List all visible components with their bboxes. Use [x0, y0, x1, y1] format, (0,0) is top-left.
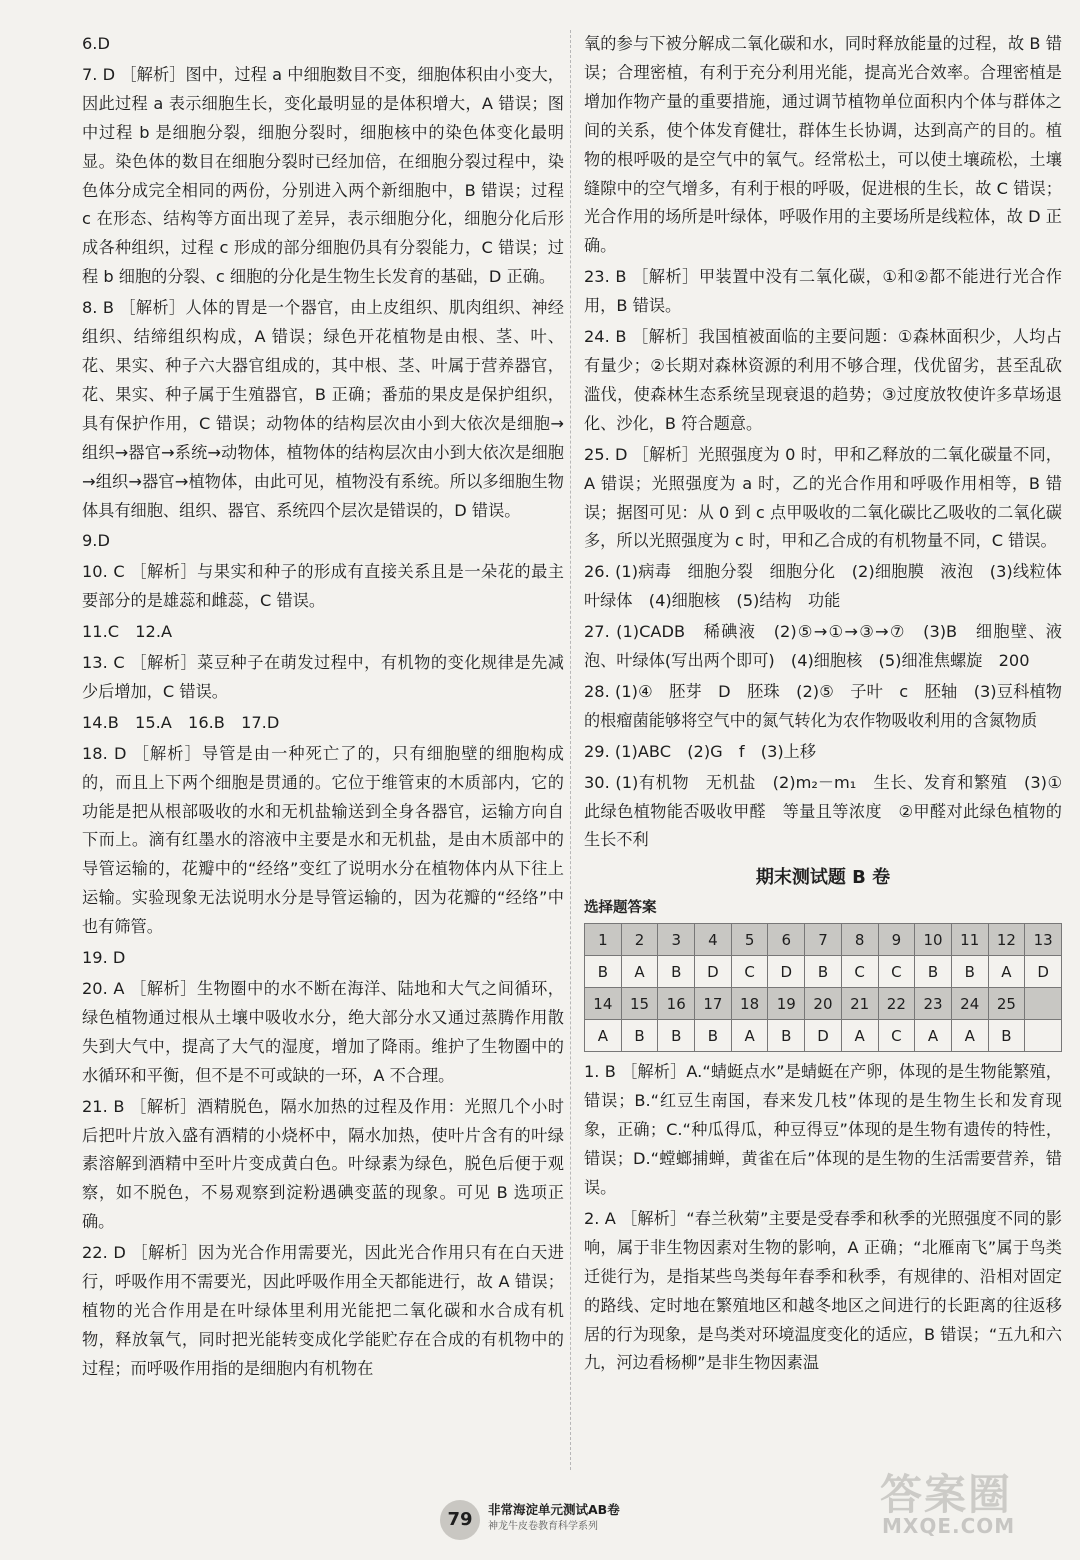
answer-key-table — [584, 923, 1062, 1052]
answer-cell: D — [768, 956, 805, 988]
book-series: 神龙牛皮卷教育科学系列 — [488, 1521, 598, 1532]
answer-item: 7. D ［解析］图中，过程 a 中细胞数目不变，细胞体积由小变大，因此过程 a 表示细胞生长，变化最明显的是体积增大，A 错误；图中过程 b 是细胞分裂，细胞分裂时，细胞核中的染色体变化最明显。染色体的数目在细胞分裂时已经加倍，在细胞分裂过程中，染色体分成完全相同的两份，分别进入两个新细胞中，B 错误；过程 c 在形态、结构等方面出现了差异，表示细胞分化，细胞分化后形成各种组织，过程 c 形成的部分细胞仍具有分裂能力，C 错误；过程 b 细胞的分裂、c 细胞的分化是生物生长发育的基础，D 正确。 — [82, 64, 564, 287]
answer-cell: B — [951, 956, 988, 988]
answer-cell: B — [915, 956, 952, 988]
question-number-cell: 7 — [805, 924, 842, 956]
answer-item: 18. D ［解析］导管是由一种死亡了的，只有细胞壁的细胞构成的，而且上下两个细胞是贯通的。它位于维管束的木质部内，它的功能是把从根部吸收的水和无机盐输送到全身各器官，运输方向自下而上。滴有红墨水的溶液中主要是水和无机盐，是由木质部中的导管运输的，花瓣中的“经络”变红了说明水分在植物体内从下往上运输。实验现象无法说明水分是导管运输的，因为花瓣的“经络”中也有筛管。 — [82, 743, 564, 937]
question-number-cell: 10 — [915, 924, 952, 956]
answer-cell: A — [621, 956, 658, 988]
question-number-cell: 13 — [1025, 924, 1062, 956]
right-column — [584, 30, 1079, 1380]
answer-cell: C — [841, 956, 878, 988]
answer-item: 21. B ［解析］酒精脱色，隔水加热的过程及作用：光照几个小时后把叶片放入盛有酒精的小烧杯中，隔水加热，使叶片含有的叶绿素溶解到酒精中至叶片变成黄白色。叶绿素为绿色，脱色后便于观察，如不脱色，不易观察到淀粉遇碘变蓝的现象。可见 B 选项正确。 — [82, 1096, 564, 1232]
question-number-cell: 24 — [951, 988, 988, 1020]
question-number-cell: 17 — [695, 988, 732, 1020]
answer-item: 6.D — [82, 34, 110, 53]
empty-cell — [1025, 1020, 1062, 1052]
page-number: 79 — [440, 1500, 480, 1540]
answer-item: 29. (1)ABC (2)G f (3)上移 — [584, 741, 817, 761]
left-column — [82, 30, 564, 1386]
answer-cell: A — [731, 1020, 768, 1052]
answer-cell: A — [951, 1020, 988, 1052]
question-number-cell: 11 — [951, 924, 988, 956]
question-number-cell: 20 — [805, 988, 842, 1020]
answer-cell: B — [805, 956, 842, 988]
answer-item: 25. D ［解析］光照强度为 0 时，甲和乙释放的二氧化碳量不同，A 错误；光照强度为 a 时，乙的光合作用和呼吸作用相等，B 错误；据图可见：从 0 到 c 点甲吸收的二氧化碳比乙吸收的二氧化碳多，所以光照强度为 c 时，甲和乙合成的有机物量不同，C 错误。 — [584, 444, 1062, 551]
answer-item: 27. (1)CADB 稀碘液 (2)⑤→①→③→⑦ (3)B 细胞壁、液泡、叶绿体(写出两个即可) (4)细胞核 (5)细准焦螺旋 200 — [584, 622, 1062, 671]
column-divider — [570, 30, 571, 1470]
answer-cell: A — [915, 1020, 952, 1052]
question-number-cell: 16 — [658, 988, 695, 1020]
question-number-cell: 1 — [585, 924, 622, 956]
answer-cell: B — [768, 1020, 805, 1052]
answer-cell: A — [988, 956, 1025, 988]
answer-item: 8. B ［解析］人体的胃是一个器官，由上皮组织、肌肉组织、神经组织、结缔组织构成，A 错误；绿色开花植物是由根、茎、叶、花、果实、种子六大器官组成的，其中根、茎、叶属于营养器官，花、果实、种子属于生殖器官，B 正确；番茄的果皮是保护组织，具有保护作用，C 错误；动物体的结构层次由小到大依次是细胞→组织→器官→系统→动物体，植物体的结构层次由小到大依次是细胞→组织→器官→植物体，由此可见，植物没有系统。所以多细胞生物体具有细胞、组织、器官、系统四个层次是错误的，D 错误。 — [82, 298, 564, 520]
answer-item: 11.C 12.A — [82, 622, 173, 642]
question-number-cell: 9 — [878, 924, 915, 956]
answer-cell: D — [805, 1020, 842, 1052]
question-number-cell: 2 — [621, 924, 658, 956]
answer-cell: C — [731, 956, 768, 988]
question-number-cell: 19 — [768, 988, 805, 1020]
answer-item: 23. B ［解析］甲装置中没有二氧化碳，①和②都不能进行光合作用，B 错误。 — [584, 267, 1062, 316]
question-number-cell: 12 — [988, 924, 1025, 956]
page-footer — [440, 1500, 740, 1540]
answer-item: 13. C ［解析］菜豆种子在萌发过程中，有机物的变化规律是先减少后增加，C 错误。 — [82, 653, 564, 701]
answer-key-label: 选择题答案 — [584, 900, 657, 917]
answer-cell: A — [585, 1020, 622, 1052]
answer-item: 30. (1)有机物 无机盐 (2)m₂－m₁ 生长、发育和繁殖 (3)①此绿色植物能否吸收甲醛 等量且等浓度 ②甲醛对此绿色植物的生长不利 — [584, 772, 1062, 850]
question-number-cell: 8 — [841, 924, 878, 956]
answer-table-answer-row — [585, 1020, 1062, 1052]
answer-item: 19. D — [82, 948, 126, 968]
answer-item: 2. A ［解析］“春兰秋菊”主要是受春季和秋季的光照强度不同的影响，属于非生物因素对生物的影响，A 正确；“北雁南飞”属于鸟类迁徙行为，是指某些鸟类每年春季和秋季，有规律的、沿相对固定的路线、定时地在繁殖地区和越冬地区之间进行的长距离的往返移居的行为现象，是鸟类对环境温度变化的适应，B 错误；“五九和六九，河边看杨柳”是非生物因素温 — [584, 1208, 1062, 1373]
question-number-cell: 3 — [658, 924, 695, 956]
answer-cell: D — [1025, 956, 1062, 988]
answer-item: 28. (1)④ 胚芽 D 胚珠 (2)⑤ 子叶 c 胚轴 (3)豆科植物的根瘤菌能够将空气中的氮气转化为农作物吸收利用的含氮物质 — [584, 681, 1062, 730]
question-number-cell: 5 — [731, 924, 768, 956]
answer-item: 24. B ［解析］我国植被面临的主要问题：①森林面积少，人均占有量少；②长期对森林资源的利用不够合理，伐优留劣，甚至乱砍滥伐，使森林生态系统呈现衰退的趋势；③过度放牧使许多草场退化、沙化，B 符合题意。 — [584, 327, 1062, 433]
watermark-logo: 答案圈 — [880, 1470, 1013, 1519]
question-number-cell: 21 — [841, 988, 878, 1020]
answer-item: 20. A ［解析］生物圈中的水不断在海洋、陆地和大气之间循环，绿色植物通过根从土壤中吸收水分，绝大部分水又通过蒸腾作用散失到大气中，提高了大气的湿度，增加了降雨。维护了生物圈中的水循环和平衡，但不是不可或缺的一环，A 不合理。 — [82, 979, 564, 1085]
answer-cell: C — [878, 1020, 915, 1052]
answer-item: 1. B ［解析］A.“蜻蜓点水”是蜻蜓在产卵，体现的是生物能繁殖，错误；B.“红豆生南国，春来发几枝”体现的是生物生长和发育现象，正确；C.“种瓜得瓜，种豆得豆”体现的是生物有遗传的特性，错误；D.“螳螂捕蝉，黄雀在后”体现的是生物的生活需要营养，错误。 — [584, 1062, 1062, 1197]
answer-cell: D — [695, 956, 732, 988]
answer-table-answer-row — [585, 956, 1062, 988]
answer-cell: B — [988, 1020, 1025, 1052]
answer-cell: C — [878, 956, 915, 988]
question-number-cell: 22 — [878, 988, 915, 1020]
answer-table-header-row — [585, 924, 1062, 956]
question-number-cell: 6 — [768, 924, 805, 956]
answer-item: 氧的参与下被分解成二氧化碳和水，同时释放能量的过程，故 B 错误；合理密植，有利于充分利用光能，提高光合效率。合理密植是增加作物产量的重要措施，通过调节植物单位面积内个体与群体之间的关系，使个体发育健壮，群体生长协调，达到高产的目的。植物的根呼吸的是空气中的氧气。经常松土，可以使土壤疏松，土壤缝隙中的空气增多，有利于根的呼吸，促进根的生长，故 C 错误；光合作用的场所是叶绿体，呼吸作用的主要场所是线粒体，故 D 正确。 — [584, 34, 1062, 256]
answer-item: 14.B 15.A 16.B 17.D — [82, 712, 280, 732]
question-number-cell: 18 — [731, 988, 768, 1020]
answer-cell: A — [841, 1020, 878, 1052]
question-number-cell: 4 — [695, 924, 732, 956]
answer-item: 10. C ［解析］与果实和种子的形成有直接关系且是一朵花的最主要部分的是雄蕊和雌蕊，C 错误。 — [82, 562, 564, 611]
empty-cell — [1025, 988, 1062, 1020]
watermark-url: MXQE.COM — [882, 1514, 1016, 1538]
answer-cell: B — [695, 1020, 732, 1052]
section-title: 期末测试题 B 卷 — [755, 867, 891, 889]
answer-table-header-row — [585, 988, 1062, 1020]
answer-cell: B — [585, 956, 622, 988]
answer-item: 26. (1)病毒 细胞分裂 细胞分化 (2)细胞膜 液泡 (3)线粒体 叶绿体 (4)细胞核 (5)结构 功能 — [584, 562, 1079, 611]
question-number-cell: 25 — [988, 988, 1025, 1020]
question-number-cell: 14 — [585, 988, 622, 1020]
book-brand: 非常海淀单元测试AB卷 — [488, 1502, 620, 1517]
question-number-cell: 23 — [915, 988, 952, 1020]
answer-item: 22. D ［解析］因为光合作用需要光，因此光合作用只有在白天进行，呼吸作用不需要光，因此呼吸作用全天都能进行，故 A 错误；植物的光合作用是在叶绿体里利用光能把二氧化碳和水合成有机物，释放氧气，同时把光能转变成化学能贮存在合成的有机物中的过程；而呼吸作用指的是细胞内有机物在 — [82, 1243, 564, 1378]
answer-cell: B — [621, 1020, 658, 1052]
question-number-cell: 15 — [621, 988, 658, 1020]
answer-cell: B — [658, 1020, 695, 1052]
answer-item: 9.D — [82, 531, 110, 551]
answer-cell: B — [658, 956, 695, 988]
